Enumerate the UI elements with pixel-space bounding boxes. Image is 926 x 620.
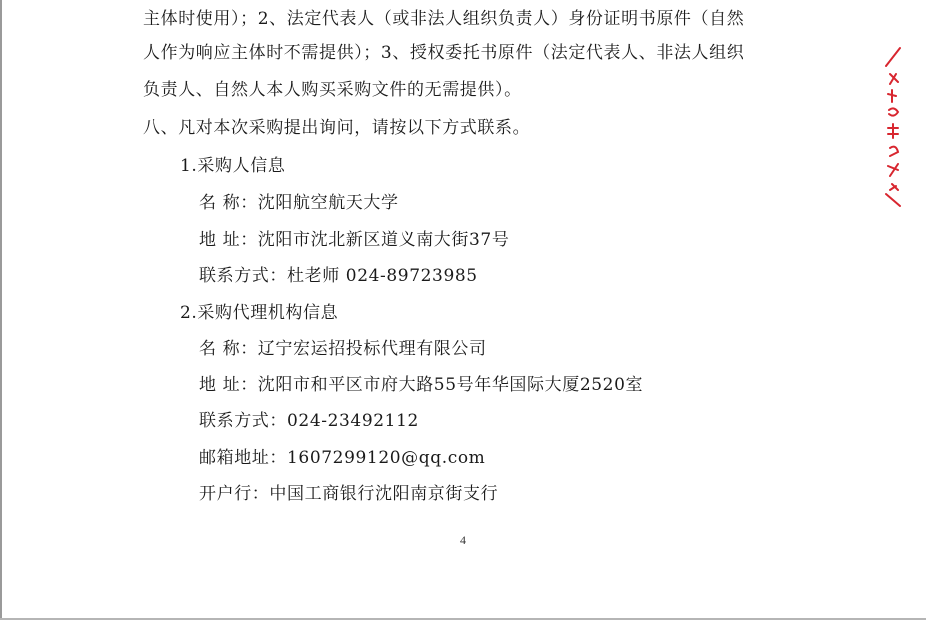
agency-address: 地 址：沈阳市和平区市府大路55号年华国际大厦2520室	[199, 375, 644, 395]
agency-email: 邮箱地址：1607299120@qq.com	[199, 448, 486, 468]
page-left-edge	[0, 0, 2, 620]
paragraph-line-1: 主体时使用）；2、法定代表人（或非法人组织负责人）身份证明书原件（自然	[143, 9, 745, 29]
purchaser-contact: 联系方式：杜老师 024-89723985	[199, 266, 478, 286]
paragraph-line-2: 人作为响应主体时不需提供）；3、授权委托书原件（法定代表人、非法人组织	[143, 43, 745, 63]
page-number: 4	[460, 533, 466, 547]
red-seal-stamp-fragment	[878, 44, 910, 210]
agency-contact: 联系方式：024-23492112	[199, 411, 419, 431]
purchaser-name: 名 称：沈阳航空航天大学	[199, 193, 399, 213]
purchaser-address: 地 址：沈阳市沈北新区道义南大街37号	[199, 230, 510, 250]
agency-heading: 2.采购代理机构信息	[180, 303, 339, 323]
purchaser-heading: 1.采购人信息	[180, 156, 286, 176]
section-8-heading: 八、凡对本次采购提出询问，请按以下方式联系。	[143, 118, 531, 138]
paragraph-line-3: 负责人、自然人本人购买采购文件的无需提供）。	[143, 80, 522, 100]
agency-name: 名 称：辽宁宏运招投标代理有限公司	[199, 339, 487, 359]
agency-bank: 开户行：中国工商银行沈阳南京街支行	[199, 484, 499, 504]
